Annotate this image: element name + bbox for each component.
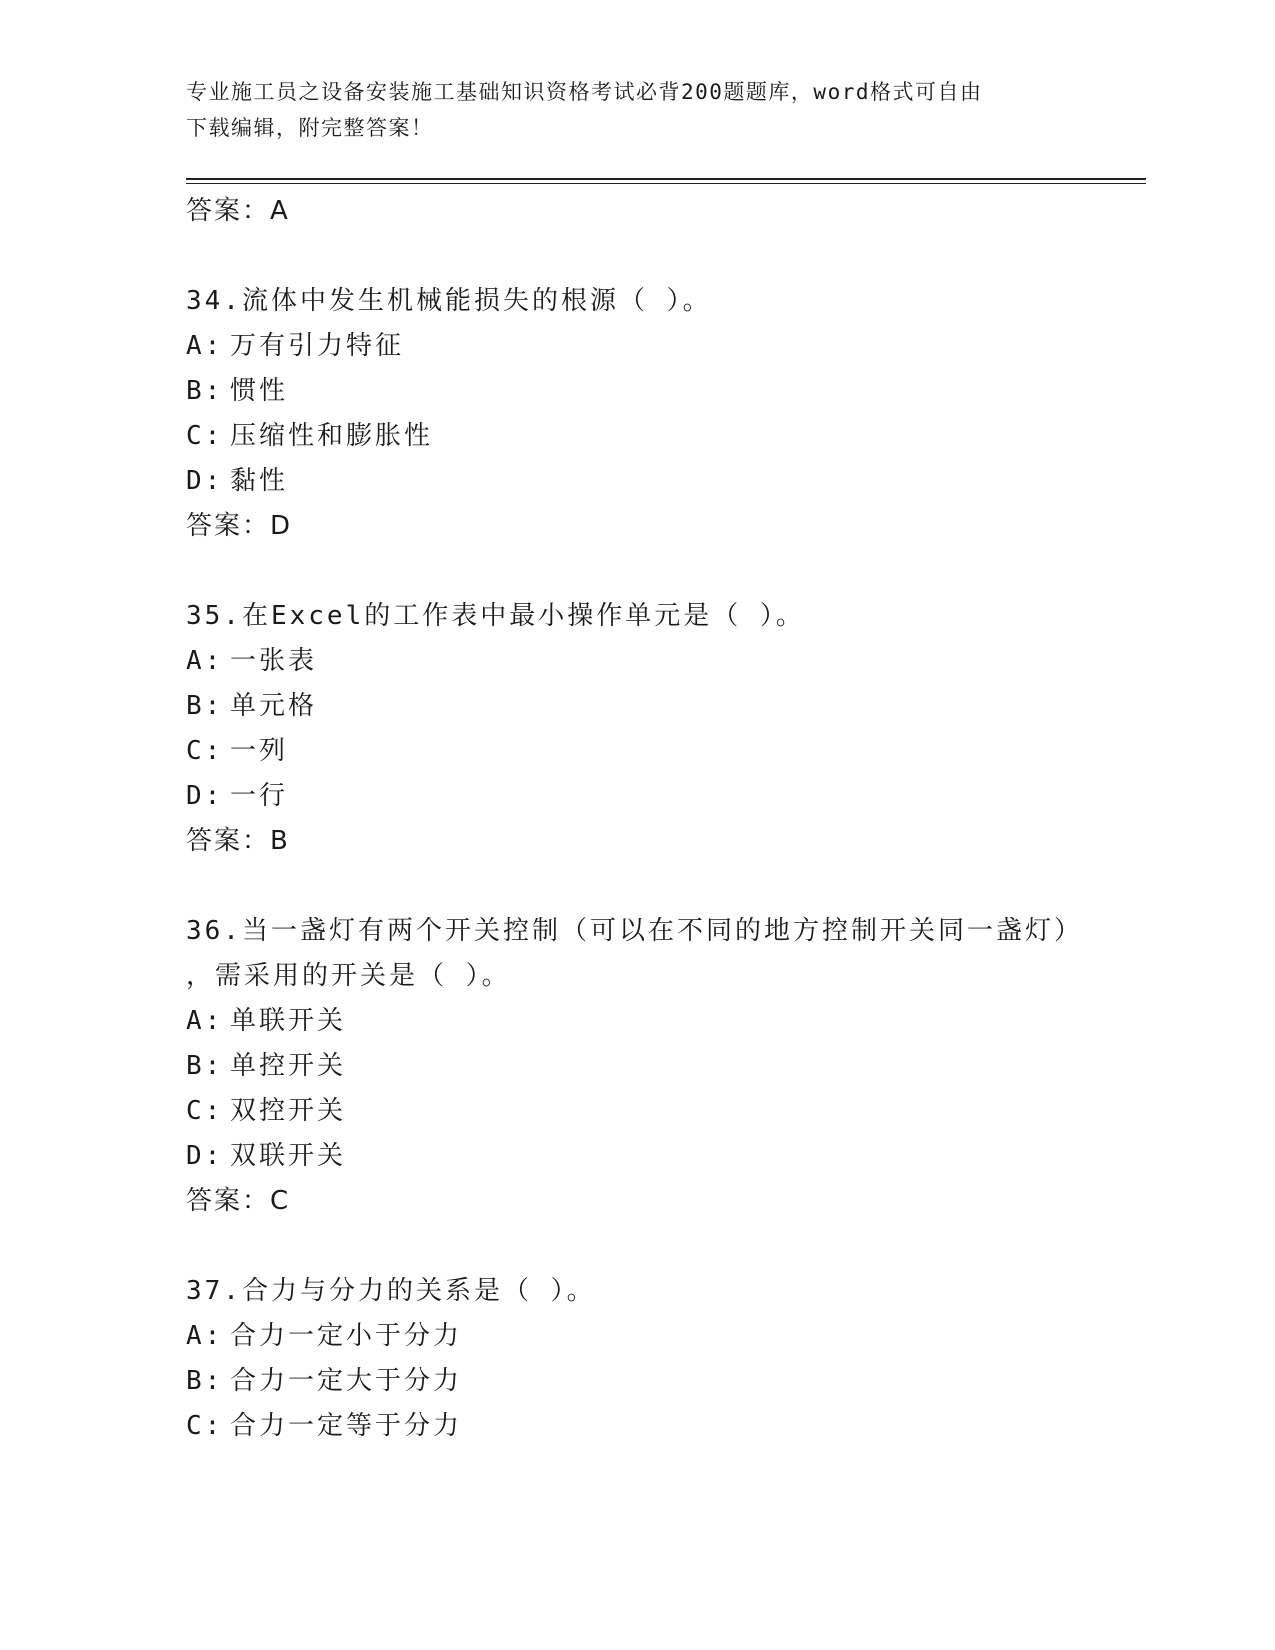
- option-c: [186, 1089, 1146, 1134]
- header-line-1: 专业施工员之设备安装施工基础知识资格考试必背200题题库，word格式可自由: [186, 80, 983, 104]
- question-stem: 34.流体中发生机械能损失的根源（ ）。: [186, 286, 712, 316]
- option-letter: B:: [186, 1366, 224, 1396]
- question-block: [186, 909, 1146, 1224]
- option-text: 万有引力特征: [230, 331, 405, 361]
- option-text: 双控开关: [230, 1096, 347, 1126]
- option-c: [186, 414, 1146, 459]
- option-a: [186, 999, 1146, 1044]
- option-text: 合力一定大于分力: [230, 1366, 463, 1396]
- option-c: [186, 729, 1146, 774]
- option-text: 惯性: [230, 376, 289, 406]
- answer-line: 答案：C: [186, 1186, 291, 1216]
- option-text: 黏性: [230, 466, 289, 496]
- question-block: [186, 594, 1146, 864]
- option-text: 一行: [230, 781, 289, 811]
- option-d: [186, 459, 1146, 504]
- answer-line: 答案：D: [186, 511, 293, 541]
- option-text: 一张表: [230, 646, 318, 676]
- option-letter: A:: [186, 331, 224, 361]
- answer-line: 答案：B: [186, 826, 290, 856]
- question-stem-continued: ，需采用的开关是（ ）。: [186, 961, 511, 991]
- option-text: 双联开关: [230, 1141, 347, 1171]
- option-b: [186, 1044, 1146, 1089]
- document-header: [186, 74, 1066, 146]
- option-d: [186, 774, 1146, 819]
- header-divider-thin: [186, 183, 1146, 184]
- question-stem: 37.合力与分力的关系是（ ）。: [186, 1276, 596, 1306]
- question-block: [186, 1269, 1146, 1449]
- option-c: [186, 1404, 1146, 1449]
- option-text: 合力一定小于分力: [230, 1321, 463, 1351]
- option-letter: A:: [186, 646, 224, 676]
- option-b: [186, 684, 1146, 729]
- option-letter: B:: [186, 376, 224, 406]
- option-text: 单元格: [230, 691, 318, 721]
- header-line-2: 下载编辑，附完整答案！: [186, 116, 434, 140]
- option-letter: C:: [186, 736, 224, 766]
- option-a: [186, 324, 1146, 369]
- option-text: 压缩性和膨胀性: [230, 421, 434, 451]
- option-letter: B:: [186, 691, 224, 721]
- option-letter: D:: [186, 466, 224, 496]
- option-b: [186, 369, 1146, 414]
- option-text: 合力一定等于分力: [230, 1411, 463, 1441]
- option-text: 单联开关: [230, 1006, 347, 1036]
- option-text: 一列: [230, 736, 289, 766]
- option-a: [186, 1314, 1146, 1359]
- option-letter: D:: [186, 1141, 224, 1171]
- option-text: 单控开关: [230, 1051, 347, 1081]
- option-b: [186, 1359, 1146, 1404]
- question-block: [186, 279, 1146, 549]
- previous-answer: 答案：A: [186, 196, 290, 226]
- option-d: [186, 1134, 1146, 1179]
- option-letter: A:: [186, 1321, 224, 1351]
- header-divider-thick: [186, 178, 1146, 180]
- question-list: [186, 189, 1146, 1449]
- option-letter: D:: [186, 781, 224, 811]
- question-stem: 35.在Excel的工作表中最小操作单元是（ ）。: [186, 601, 805, 631]
- option-letter: B:: [186, 1051, 224, 1081]
- option-a: [186, 639, 1146, 684]
- option-letter: C:: [186, 1411, 224, 1441]
- option-letter: C:: [186, 1096, 224, 1126]
- option-letter: A:: [186, 1006, 224, 1036]
- option-letter: C:: [186, 421, 224, 451]
- question-stem: 36.当一盏灯有两个开关控制（可以在不同的地方控制开关同一盏灯）: [186, 916, 1083, 946]
